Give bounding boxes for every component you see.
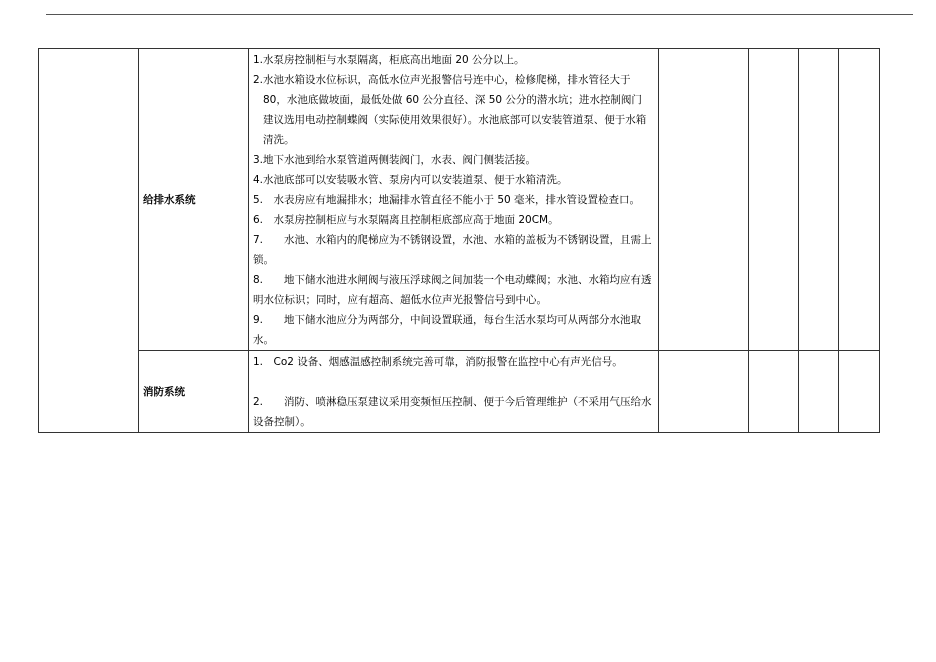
list-item: 2. 消防、喷淋稳压泵建议采用变频恒压控制、便于今后管理维护（不采用气压给水设备控制）。 <box>253 396 652 428</box>
list-item: 9. 地下储水池应分为两部分，中间设置联通，每台生活水泵均可从两部分水池取水。 <box>253 314 642 346</box>
empty-cell <box>839 49 880 351</box>
first-column-cell <box>39 49 139 433</box>
list-item: 1.水泵房控制柜与水泵隔离，柜底高出地面 20 公分以上。 <box>253 54 525 66</box>
list-item: 4.水池底部可以安装吸水管、泵房内可以安装道泵、便于水箱清洗。 <box>253 174 568 186</box>
empty-cell <box>659 49 749 351</box>
category-water-supply-drainage: 给排水系统 <box>139 49 249 351</box>
content-fire-protection <box>249 351 659 433</box>
content-water-supply-drainage <box>249 49 659 351</box>
list-item: 6. 水泵房控制柜应与水泵隔离且控制柜底部应高于地面 20CM。 <box>253 214 559 226</box>
table-row-fire-system <box>39 351 880 433</box>
empty-cell <box>839 351 880 433</box>
inspection-table <box>38 48 880 433</box>
list-item: 5. 水表房应有地漏排水；地漏排水管直径不能小于 50 毫米，排水管设置检查口。 <box>253 194 641 206</box>
empty-cell <box>749 351 799 433</box>
page-header-rule <box>46 14 913 15</box>
category-fire-protection: 消防系统 <box>139 351 249 433</box>
empty-cell <box>749 49 799 351</box>
list-item: 2.水池水箱设水位标识，高低水位声光报警信号连中心，检修爬梯，排水管径大于 80，水池底做坡面，最低处做 60 公分直径、深 50 公分的潜水坑；进水控制阀门建议选用电动控制蝶阀（实际使用效果很好）。水池底部可以安装管道泵、便于水箱清洗。 <box>253 74 647 146</box>
empty-cell <box>659 351 749 433</box>
list-item: 1. Co2 设备、烟感温感控制系统完善可靠，消防报警在监控中心有声光信号。 <box>253 356 623 368</box>
list-item: 3.地下水池到给水泵管道两侧装阀门，水表、阀门侧装活接。 <box>253 154 537 166</box>
empty-cell <box>799 351 839 433</box>
table-row-water-system <box>39 49 880 351</box>
empty-cell <box>799 49 839 351</box>
list-item: 8. 地下储水池进水闸阀与液压浮球阀之间加装一个电动蝶阀；水池、水箱均应有透明水位标识；同时，应有超高、超低水位声光报警信号到中心。 <box>253 274 652 306</box>
list-item: 7. 水池、水箱内的爬梯应为不锈钢设置，水池、水箱的盖板为不锈钢设置，且需上锁。 <box>253 234 652 266</box>
